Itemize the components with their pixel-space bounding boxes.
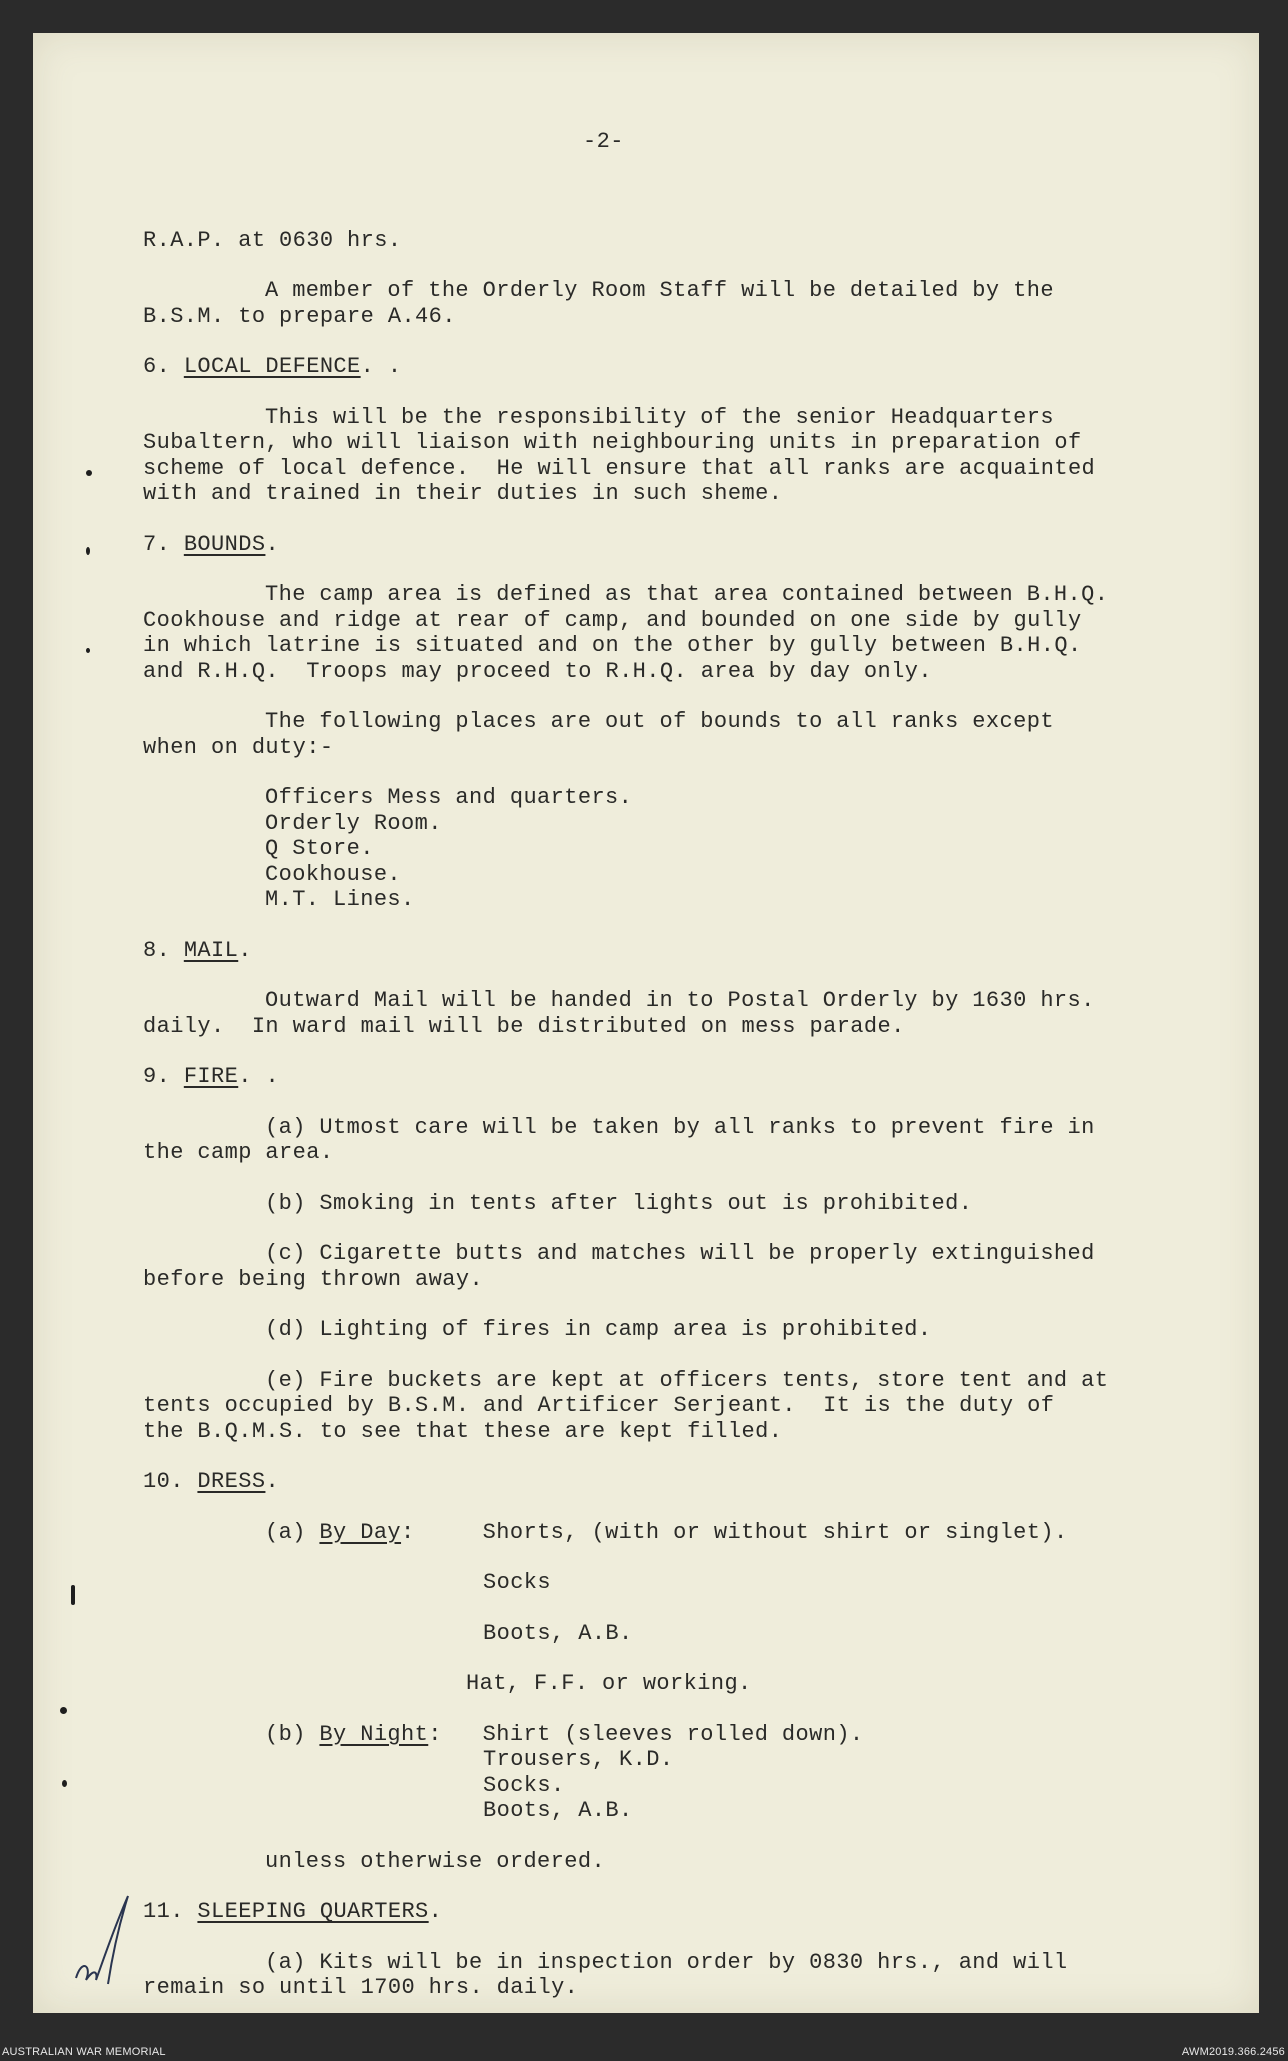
document-line [143, 1191, 1223, 1217]
line-text: Subaltern, who will liaison with neighbouring units in preparation of [143, 430, 1082, 455]
document-line [143, 481, 1223, 507]
section-heading: DRESS [197, 1469, 266, 1494]
line-text: 6. [143, 354, 184, 379]
line-text: (b) [265, 1721, 320, 1747]
document-line [143, 1950, 1223, 1976]
document-line [143, 354, 1223, 380]
document-line [143, 1520, 1223, 1546]
line-text: Socks [483, 1570, 552, 1595]
document-line [143, 1140, 1223, 1166]
binding-mark [60, 1707, 67, 1714]
line-text: scheme of local defence. He will ensure that all ranks are acquainted [143, 455, 1096, 481]
line-text-after: . [265, 1469, 280, 1494]
line-text: (a) [265, 1519, 320, 1545]
line-text: Q Store. [265, 836, 374, 861]
line-text-after: . [265, 531, 280, 557]
section-heading: MAIL [183, 937, 239, 963]
binding-mark [86, 648, 90, 653]
footer-credit: AUSTRALIAN WAR MEMORIAL [2, 2046, 166, 2058]
page-number: -2- [583, 129, 624, 154]
document-line [143, 811, 1223, 837]
document-line [143, 1115, 1223, 1141]
document-line [143, 582, 1223, 608]
line-text: The following places are out of bounds to all ranks except [265, 709, 1054, 734]
line-text: Socks. [483, 1772, 565, 1798]
line-text: (d) Lighting of fires in camp area is prohibited. [265, 1317, 932, 1342]
document-line [143, 1368, 1223, 1394]
line-text: (a) Kits will be in inspection order by 0830 hrs., and will [265, 1949, 1068, 1975]
line-text: before being thrown away. [143, 1266, 484, 1292]
document-line [143, 1899, 1223, 1925]
line-text: 10. [143, 1469, 198, 1494]
binding-mark [86, 470, 92, 476]
document-line [143, 785, 1223, 811]
document-line [143, 1064, 1223, 1090]
document-line [143, 608, 1223, 634]
line-text: Boots, A.B. [483, 1620, 633, 1646]
line-text: and R.H.Q. Troops may proceed to R.H.Q. area by day only. [143, 658, 932, 684]
line-text: Trousers, K.D. [483, 1747, 674, 1772]
document-line [143, 304, 1223, 330]
document-line [143, 1267, 1223, 1293]
line-text: Cookhouse and ridge at rear of camp, and bounded on one side by gully [143, 607, 1082, 633]
document-line [143, 1393, 1223, 1419]
line-text: 11. [143, 1899, 198, 1924]
document-line [143, 836, 1223, 862]
handwritten-initials [72, 1888, 132, 1988]
document-line [143, 278, 1223, 304]
document-line [143, 1747, 1223, 1773]
line-text: Orderly Room. [265, 810, 442, 836]
document-line [143, 430, 1223, 456]
document-line [143, 1773, 1223, 1799]
section-heading: BOUNDS [183, 531, 266, 557]
document-line [143, 659, 1223, 685]
document-line [143, 1722, 1223, 1748]
line-text-after: . . [238, 1064, 280, 1089]
line-text: 8. [143, 937, 184, 963]
document-line [143, 1419, 1223, 1445]
line-text: (a) Utmost care will be taken by all ranks to prevent fire in [265, 1114, 1095, 1140]
line-text-after: . [428, 1899, 443, 1924]
document-lines [143, 228, 1223, 2001]
document-line [143, 709, 1223, 735]
document-line [143, 405, 1223, 431]
line-text: Cookhouse. [265, 861, 402, 887]
document-line [143, 887, 1223, 913]
line-text: This will be the responsibility of the senior Headquarters [265, 404, 1054, 430]
document-body [143, 78, 1223, 2026]
line-text: Hat, F.F. or working. [466, 1671, 752, 1696]
line-text: A member of the Orderly Room Staff will be detailed by the [265, 278, 1054, 303]
line-text: (b) Smoking in tents after lights out is prohibited. [265, 1190, 973, 1216]
line-text: with and trained in their duties in such sheme. [143, 481, 783, 506]
document-line [143, 1014, 1223, 1040]
line-text-after: . . [360, 354, 402, 379]
document-line [143, 988, 1223, 1014]
line-text: unless otherwise ordered. [265, 1848, 606, 1874]
line-text: (e) Fire buckets are kept at officers tents, store tent and at [265, 1367, 1109, 1393]
line-text-after: . [238, 937, 252, 963]
document-line [143, 938, 1223, 964]
document-line [143, 1621, 1223, 1647]
document-line [143, 532, 1223, 558]
footer-accession-number: AWM2019.366.2456 [1181, 2046, 1285, 2058]
document-line [143, 456, 1223, 482]
line-text-after: : Shirt (sleeves rolled down). [428, 1721, 864, 1747]
line-text: 7. [143, 531, 184, 557]
line-text: Outward Mail will be handed in to Postal Orderly by 1630 hrs. [265, 988, 1095, 1013]
document-line [143, 1570, 1223, 1596]
line-text: daily. In ward mail will be distributed on mess parade. [143, 1013, 905, 1039]
document-line [143, 735, 1223, 761]
line-text: The camp area is defined as that area contained between B.H.Q. [265, 582, 1109, 607]
line-text: R.A.P. at 0630 hrs. [143, 227, 402, 253]
line-text: the camp area. [143, 1140, 334, 1165]
document-line [143, 1798, 1223, 1824]
section-heading: By Night [319, 1721, 429, 1747]
line-text: 9. [143, 1064, 184, 1089]
line-text: in which latrine is situated and on the other by gully between B.H.Q. [143, 633, 1082, 658]
line-text-after: : Shorts, (with or without shirt or singlet). [401, 1519, 1068, 1545]
document-line [143, 1975, 1223, 2001]
document-line [143, 862, 1223, 888]
section-heading: SLEEPING QUARTERS [197, 1899, 429, 1924]
line-text: M.T. Lines. [265, 887, 415, 912]
line-text: Boots, A.B. [483, 1798, 633, 1823]
line-text: Officers Mess and quarters. [265, 785, 633, 810]
document-line [143, 633, 1223, 659]
section-heading: By Day [319, 1519, 402, 1545]
binding-mark [86, 547, 90, 555]
binding-mark [71, 1585, 75, 1605]
line-text: remain so until 1700 hrs. daily. [143, 1975, 579, 2000]
document-line [143, 1241, 1223, 1267]
section-heading: FIRE [183, 1064, 239, 1089]
line-text: when on duty:- [143, 734, 334, 760]
line-text: the B.Q.M.S. to see that these are kept filled. [143, 1418, 783, 1444]
document-line [143, 1849, 1223, 1875]
line-text: B.S.M. to prepare A.46. [143, 303, 456, 329]
document-line [143, 1671, 1223, 1697]
document-line [143, 1469, 1223, 1495]
binding-mark [62, 1780, 67, 1787]
line-text: tents occupied by B.S.M. and Artificer Serjeant. It is the duty of [143, 1393, 1055, 1418]
section-heading: LOCAL DEFENCE [183, 354, 361, 379]
document-line [143, 1317, 1223, 1343]
line-text: (c) Cigarette butts and matches will be properly extinguished [265, 1241, 1095, 1266]
document-line [143, 228, 1223, 254]
